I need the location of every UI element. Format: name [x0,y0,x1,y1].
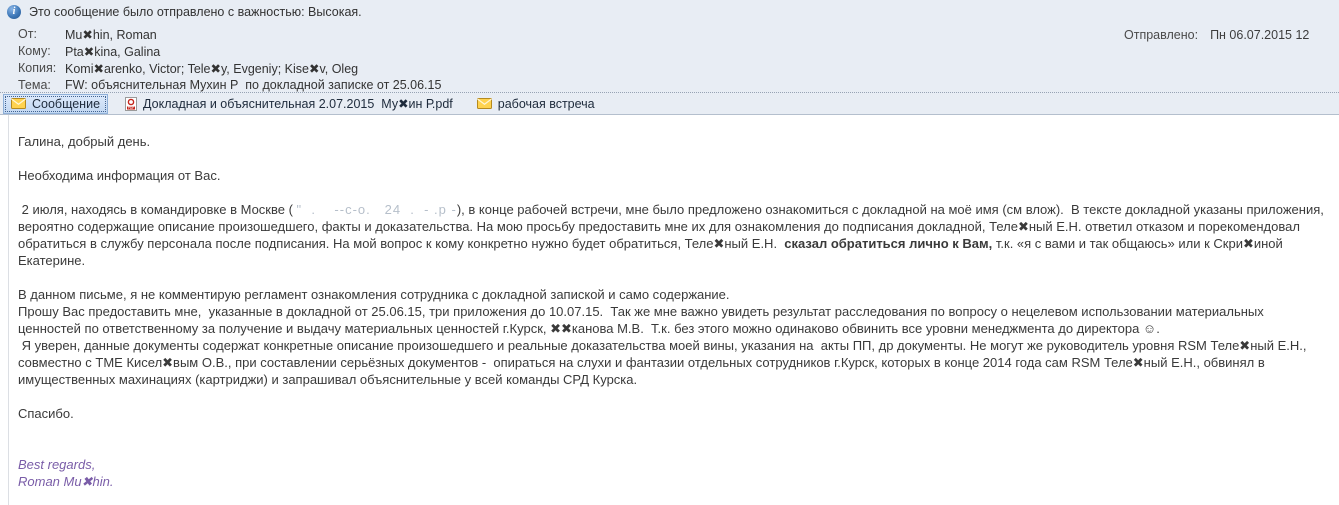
body-paragraph [18,303,1330,337]
body-paragraph [18,473,1330,490]
subject-value: FW: объяснительная Мухин Р по докладной записке от 25.06.15 [65,78,442,92]
envelope-icon [11,98,26,109]
blank-line [18,184,1330,201]
importance-text: Это сообщение было отправлено с важностью: Высокая. [29,5,362,19]
body-text-segment: т.к. «я с вами и так общаюсь» или к Скри✖иной Екатерине. [18,236,1287,268]
attachment-pdf[interactable] [118,94,460,113]
email-body [18,133,1330,490]
importance-infobar [7,4,362,20]
body-paragraph [18,133,1330,150]
body-text-segment: Я уверен, данные документы содержат конкретные описание произошедшего и реальные доказательства моей вины, указания на акты ПП, др документы. Не могут же руководитель уровня RSM Теле✖ный Е.Н., совместно с ТМЕ Кисел✖вым О.В., при составлении серьёзных документов - опираться на слухи и фантазии отдельных сотрудников г.Курск, которых в конце 2014 года сам RSM Теле✖ный Е.Н., обвинял в имущественных махинациях (картриджи) и запрашивал объяснительные у всей команды СРД Курска. [18,338,1311,387]
to-value: Pta✖kina, Galina [65,45,161,59]
body-text-segment: Спасибо. [18,406,74,421]
blank-line [18,269,1330,286]
blank-line [18,439,1330,456]
body-paragraph [18,337,1330,388]
field-cc [18,61,358,76]
sent-value: Пн 06.07.2015 12 [1210,28,1310,42]
attachment-meeting-label: рабочая встреча [497,96,595,111]
subject-label: Тема: [18,78,51,92]
to-label: Кому: [18,44,51,58]
body-text-segment: Прошу Вас предоставить мне, указанные в докладной от 25.06.15, три приложения до 10.07.15. Так же мне важно увидеть результат расследования по вопросу о нецелевом использовании материальных ценностей по ответственному за получение и выдачу материальных ценностей г.Курск, ✖✖канова М.В. Т.к. без этого можно одинаково обвинить все уровни менеджмента до директора ☺. [18,304,1268,336]
attachment-pdf-label: Докладная и объяснительная 2.07.2015 Му✖ин Р.pdf [143,97,453,111]
body-text-segment: ), в конце рабочей встречи, мне было предложено ознакомиться с докладной на моё имя (см влож). В тексте докладной указаны приложения, вероятно содержащие описание произошедшего, факты и доказательства. На мою просьбу предоставить мне их для ознакомления до подписания докладной, Теле✖ный Е.Н. ответил отказом и порекомендовал обратиться в службу персонала после подписания. На мой вопрос к кому конкретно нужно будет обратиться, Теле✖ный Е.Н. [18,202,1328,251]
attachment-meeting[interactable] [470,95,602,113]
sent-label: Отправлено: [1124,28,1199,42]
tab-message[interactable] [3,94,108,114]
body-left-divider [8,115,9,505]
tab-message-label: Сообщение [32,96,101,111]
svg-text:PDF: PDF [127,105,135,110]
sent-field [1124,28,1339,42]
signature-text: Roman Mu✖hin. [18,474,114,489]
pdf-file-icon [125,97,137,111]
signature-text: Best regards, [18,457,96,472]
email-header [0,0,1339,92]
body-paragraph [18,405,1330,422]
body-paragraph [18,167,1330,184]
body-paragraph [18,286,1330,303]
blank-line [18,150,1330,167]
field-from [18,27,157,42]
body-text-segment: 2 июля, находясь в командировке в Москве ( [18,202,297,217]
info-icon: i [7,5,21,19]
email-body-pane[interactable] [0,115,1339,505]
body-text-segment: Необходима информация от Вас. [18,168,221,183]
body-paragraph [18,201,1330,269]
body-text-segment: сказал обратиться лично к Вам, [784,236,993,251]
from-value: Mu✖hin, Roman [65,28,157,42]
cc-label: Копия: [18,61,57,75]
cc-value: Komi✖arenko, Victor; Tele✖y, Evgeniy; Kise✖v, Oleg [65,62,359,76]
erased-text: " . --c-o. 24 . - .p - [296,202,457,217]
blank-line [18,422,1330,439]
envelope-icon [477,98,492,109]
from-label: От: [18,27,37,41]
body-paragraph [18,456,1330,473]
field-to [18,44,160,59]
body-text-segment: Галина, добрый день. [18,134,151,149]
field-subject [18,78,441,92]
attachments-bar [0,92,1339,115]
body-text-segment: В данном письме, я не комментирую регламент ознакомления сотрудника с докладной запиской и само содержание. [18,287,730,302]
blank-line [18,388,1330,405]
